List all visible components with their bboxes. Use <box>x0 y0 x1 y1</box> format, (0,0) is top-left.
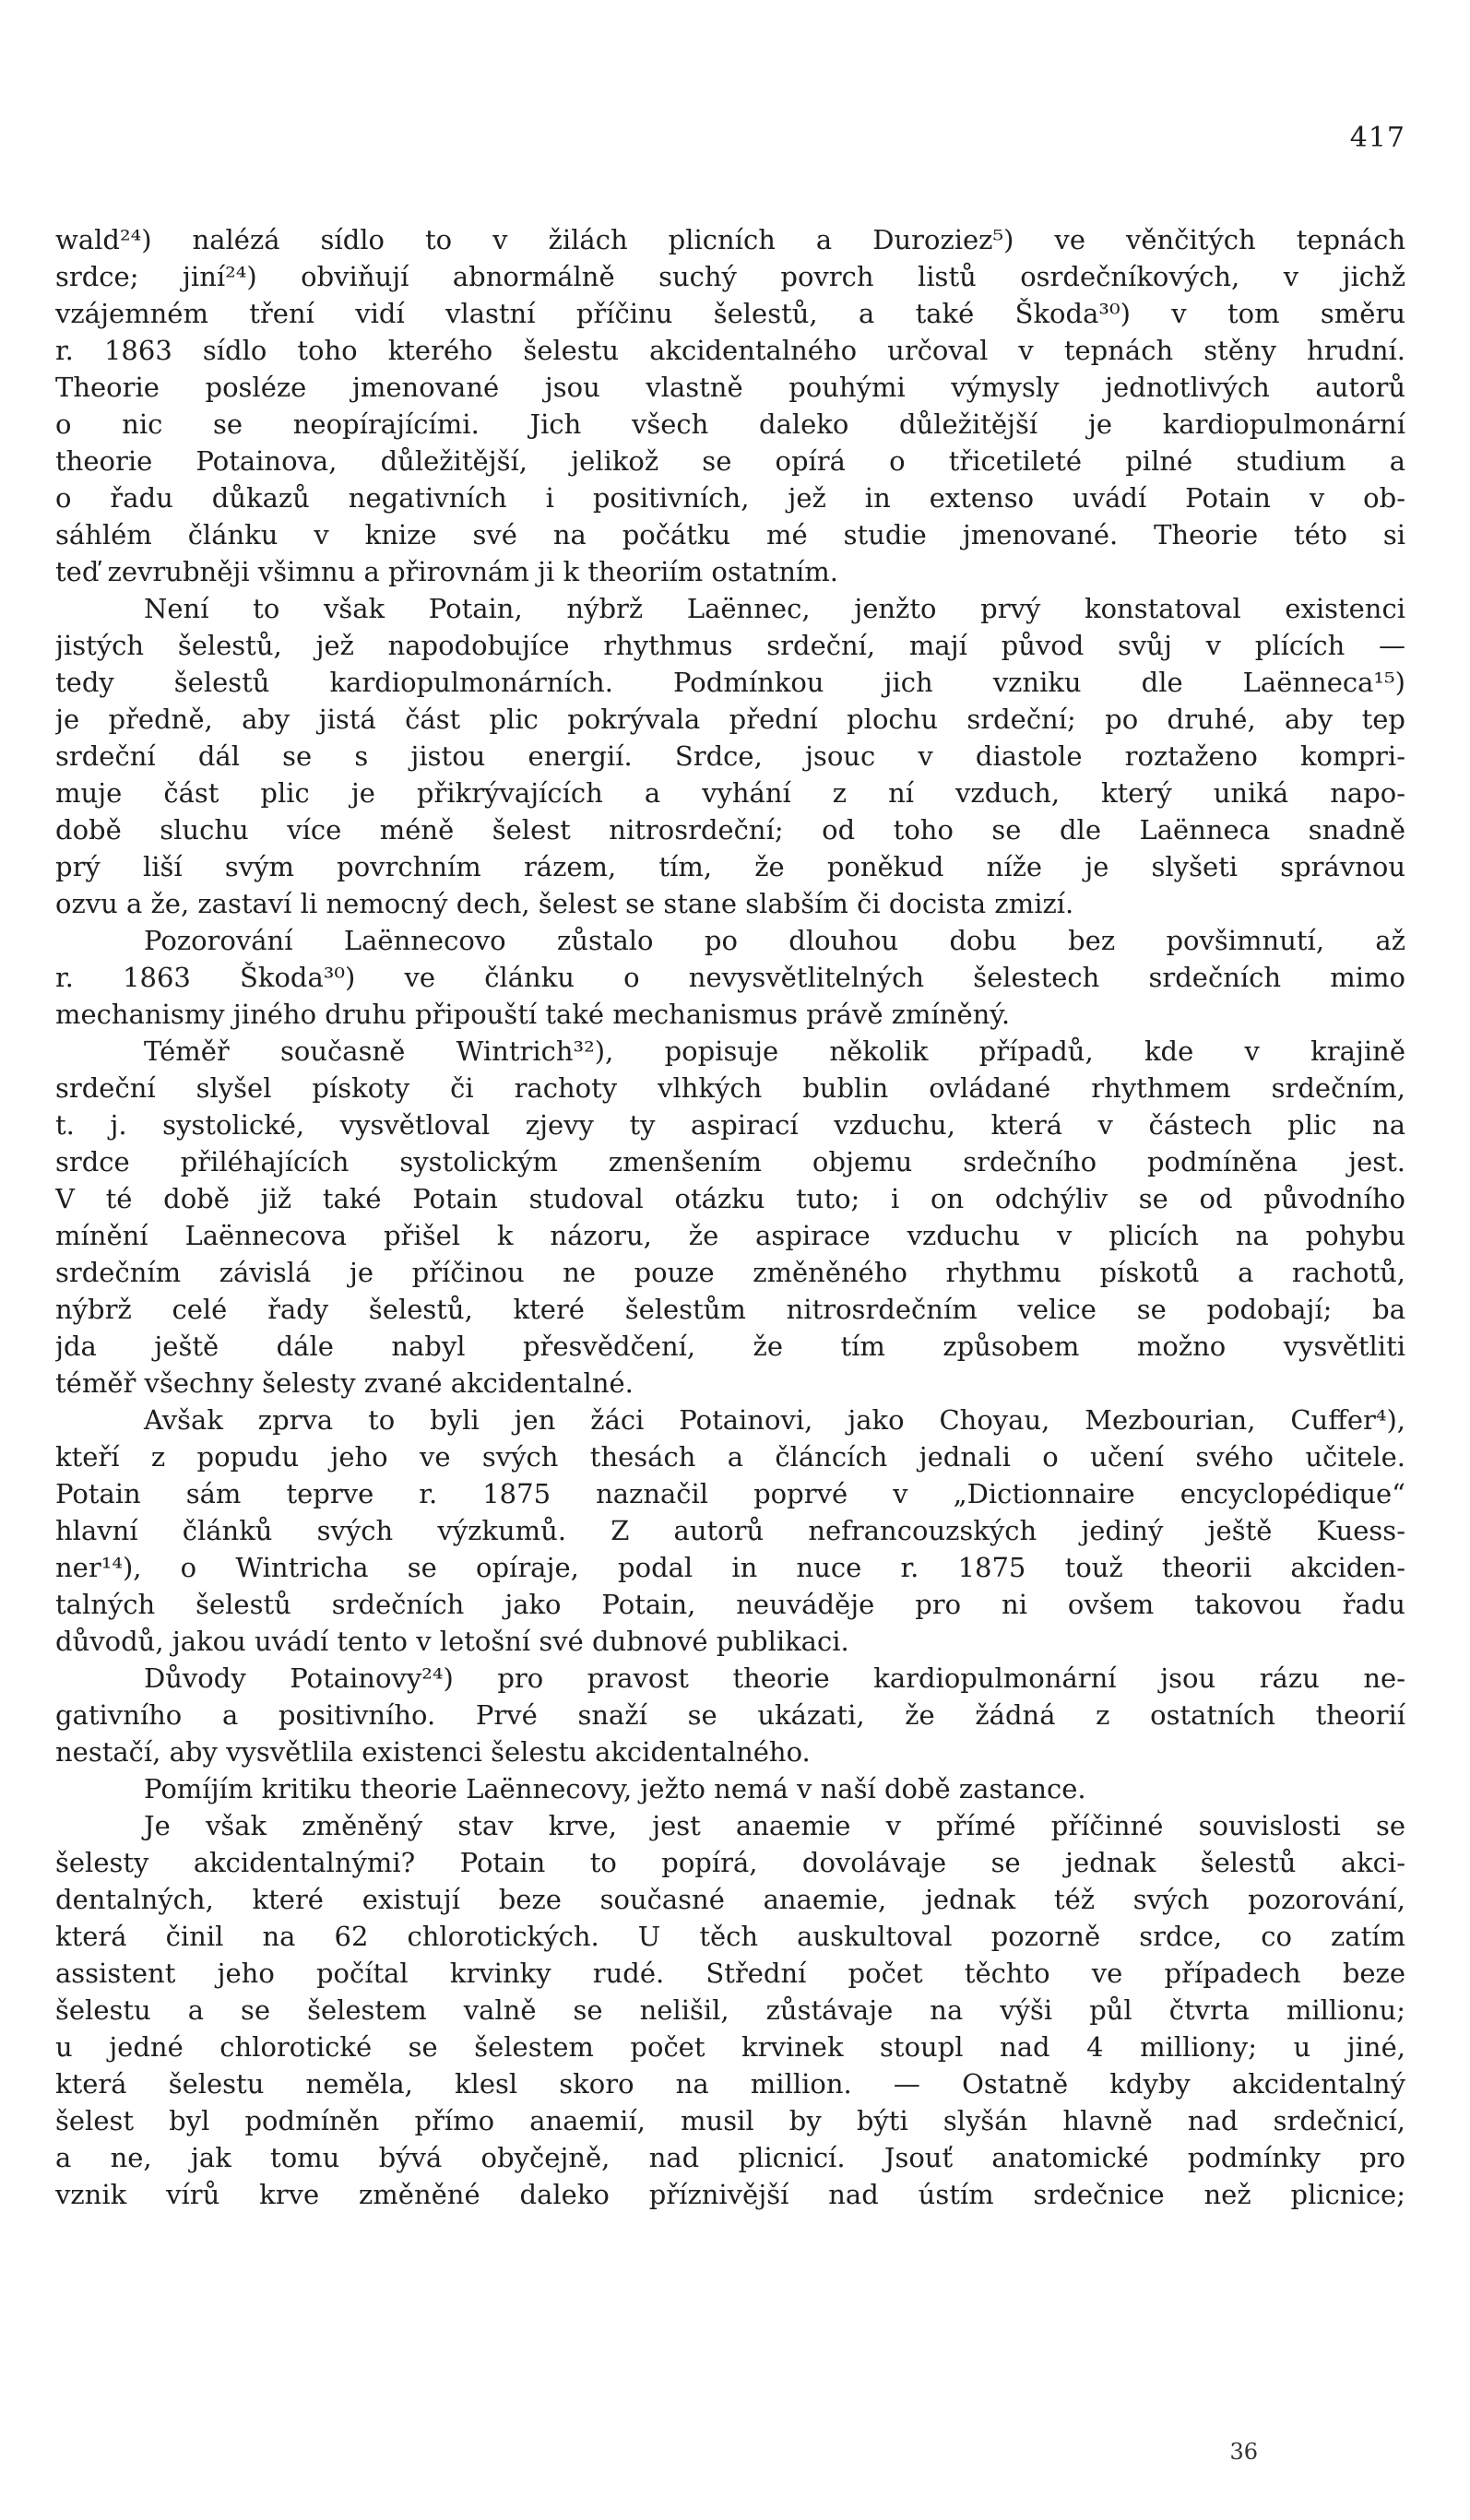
text-line: je předně, aby jistá část plic pokrývala přední plochu srdeční; po druhé, aby tep <box>55 704 1405 735</box>
page-number: 417 <box>1349 122 1405 154</box>
text-line: u jedné chlorotické se šelestem počet krvinek stoupl nad 4 milliony; u jiné, <box>55 2031 1405 2063</box>
text-line: a ne, jak tomu bývá obyčejně, nad plicnicí. Jsouť anatomické podmínky pro <box>55 2142 1405 2173</box>
text-line: téměř všechny šelesty zvané akcidentalné. <box>55 1367 634 1399</box>
text-line: r. 1863 Škoda³⁰) ve článku o nevysvětlitelných šelestech srdečních mimo <box>55 962 1405 993</box>
text-line: teď zevrubněji všimnu a přirovnám ji k theoriím ostatním. <box>55 556 839 587</box>
text-line: Pozorování Laënnecovo zůstalo po dlouhou dobu bez povšimnutí, až <box>144 925 1405 956</box>
text-line: vznik vírů krve změněné daleko příznivější nad ústím srdečnice než plicnice; <box>55 2179 1405 2210</box>
text-line: jda ještě dále nabyl přesvědčení, že tím způsobem možno vysvětliti <box>55 1331 1405 1362</box>
text-line: muje část plic je přikrývajících a vyhání z ní vzduch, který uniká napo- <box>55 777 1405 809</box>
text-line: šelestu a se šelestem valně se nelišil, zůstávaje na výši půl čtvrta millionu; <box>55 1994 1405 2026</box>
text-line: tedy šelestů kardiopulmonárních. Podmínkou jich vzniku dle Laënneca¹⁵) <box>55 667 1405 698</box>
text-line: Avšak zprva to byli jen žáci Potainovi, jako Choyau, Mezbourian, Cuffer⁴), <box>144 1404 1405 1436</box>
text-line: srdeční dál se s jistou energií. Srdce, jsouc v diastole roztaženo kompri- <box>55 740 1405 772</box>
text-line: r. 1863 sídlo toho kterého šelestu akcidentalného určoval v tepnách stěny hrudní. <box>55 335 1405 366</box>
text-line: talných šelestů srdečních jako Potain, neuváděje pro ni ovšem takovou řadu <box>55 1589 1405 1620</box>
text-line: srdeční slyšel pískoty či rachoty vlhkých bublin ovládané rhythmem srdečním, <box>55 1072 1405 1104</box>
text-line: ozvu a že, zastaví li nemocný dech, šelest se stane slabším či docista zmizí. <box>55 888 1074 919</box>
text-line: dentalných, které existují beze současné anaemie, jednak též svých pozorování, <box>55 1884 1405 1915</box>
text-line: o řadu důkazů negativních i positivních, jež in extenso uvádí Potain v ob- <box>55 482 1405 514</box>
text-line: sáhlém článku v knize své na počátku mé studie jmenované. Theorie této si <box>55 519 1405 550</box>
text-line: mechanismy jiného druhu připouští také mechanismus právě zmíněný. <box>55 999 1011 1030</box>
text-line: theorie Potainova, důležitější, jelikož se opírá o třicetileté pilné studium a <box>55 445 1405 477</box>
text-line: která šelestu neměla, klesl skoro na million. — Ostatně kdyby akcidentalný <box>55 2068 1405 2100</box>
text-line: Důvody Potainovy²⁴) pro pravost theorie kardiopulmonární jsou rázu ne- <box>144 1662 1405 1694</box>
text-line: mínění Laënnecova přišel k názoru, že aspirace vzduchu v plicích na pohybu <box>55 1220 1405 1251</box>
text-line: srdečním závislá je příčinou ne pouze změněného rhythmu pískotů a rachotů, <box>55 1257 1405 1288</box>
text-line: důvodů, jakou uvádí tento v letošní své dubnové publikaci. <box>55 1626 849 1657</box>
text-line: prý liší svým povrchním rázem, tím, že poněkud níže je slyšeti správnou <box>55 851 1405 882</box>
signature-mark: 36 <box>1229 2439 1258 2465</box>
text-line: gativního a positivního. Prvé snaží se ukázati, že žádná z ostatních theorií <box>55 1699 1405 1731</box>
text-line: Není to však Potain, nýbrž Laënnec, jenžto prvý konstatoval existenci <box>144 593 1405 624</box>
text-line: Téměř současně Wintrich³²), popisuje několik případů, kde v krajině <box>144 1035 1405 1067</box>
text-line: hlavní článků svých výzkumů. Z autorů nefrancouzských jediný ještě Kuess- <box>55 1515 1405 1546</box>
text-line: Potain sám teprve r. 1875 naznačil poprvé v „Dictionnaire encyclopédique“ <box>55 1478 1405 1509</box>
text-line: kteří z popudu jeho ve svých thesách a článcích jednali o učení svého učitele. <box>55 1441 1405 1473</box>
text-line: srdce přiléhajících systolickým zmenšením objemu srdečního podmíněna jest. <box>55 1146 1405 1177</box>
text-line: V té době již také Potain studoval otázku tuto; i on odchýliv se od původního <box>55 1183 1405 1214</box>
text-line: wald²⁴) nalézá sídlo to v žilách plicních a Duroziez⁵) ve věnčitých tepnách <box>55 224 1405 255</box>
text-line: vzájemném tření vidí vlastní příčinu šelestů, a také Škoda³⁰) v tom směru <box>55 298 1405 329</box>
text-line: nestačí, aby vysvětlila existenci šelestu akcidentalného. <box>55 1736 811 1768</box>
text-line: která činil na 62 chlorotických. U těch auskultoval pozorně srdce, co zatím <box>55 1921 1405 1952</box>
text-line: ner¹⁴), o Wintricha se opíraje, podal in nuce r. 1875 touž theorii akciden- <box>55 1552 1405 1583</box>
text-body <box>55 221 1405 2213</box>
text-line: šelesty akcidentalnými? Potain to popírá, dovolávaje se jednak šelestů akci- <box>55 1847 1405 1878</box>
text-line: t. j. systolické, vysvětloval zjevy ty aspirací vzduchu, která v částech plic na <box>55 1109 1405 1141</box>
text-line: Je však změněný stav krve, jest anaemie v přímé příčinné souvislosti se <box>144 1810 1405 1841</box>
text-line: Pomíjím kritiku theorie Laënnecovy, ježto nemá v naší době zastance. <box>144 1773 1086 1804</box>
text-line: šelest byl podmíněn přímo anaemií, musil by býti slyšán hlavně nad srdečnicí, <box>55 2105 1405 2136</box>
text-line: srdce; jiní²⁴) obviňují abnormálně suchý povrch listů osrdečníkových, v jichž <box>55 261 1405 292</box>
text-line: nýbrž celé řady šelestů, které šelestům nitrosrdečním velice se podobají; ba <box>55 1294 1405 1325</box>
text-line: Theorie posléze jmenované jsou vlastně pouhými výmysly jednotlivých autorů <box>55 372 1405 403</box>
text-line: jistých šelestů, jež napodobujíce rhythmus srdeční, mají původ svůj v plících — <box>55 630 1405 661</box>
text-line: o nic se neopírajícími. Jich všech daleko důležitější je kardiopulmonární <box>55 408 1405 440</box>
text-line: assistent jeho počítal krvinky rudé. Střední počet těchto ve případech beze <box>55 1958 1405 1989</box>
text-line: době sluchu více méně šelest nitrosrdeční; od toho se dle Laënneca snadně <box>55 814 1405 846</box>
